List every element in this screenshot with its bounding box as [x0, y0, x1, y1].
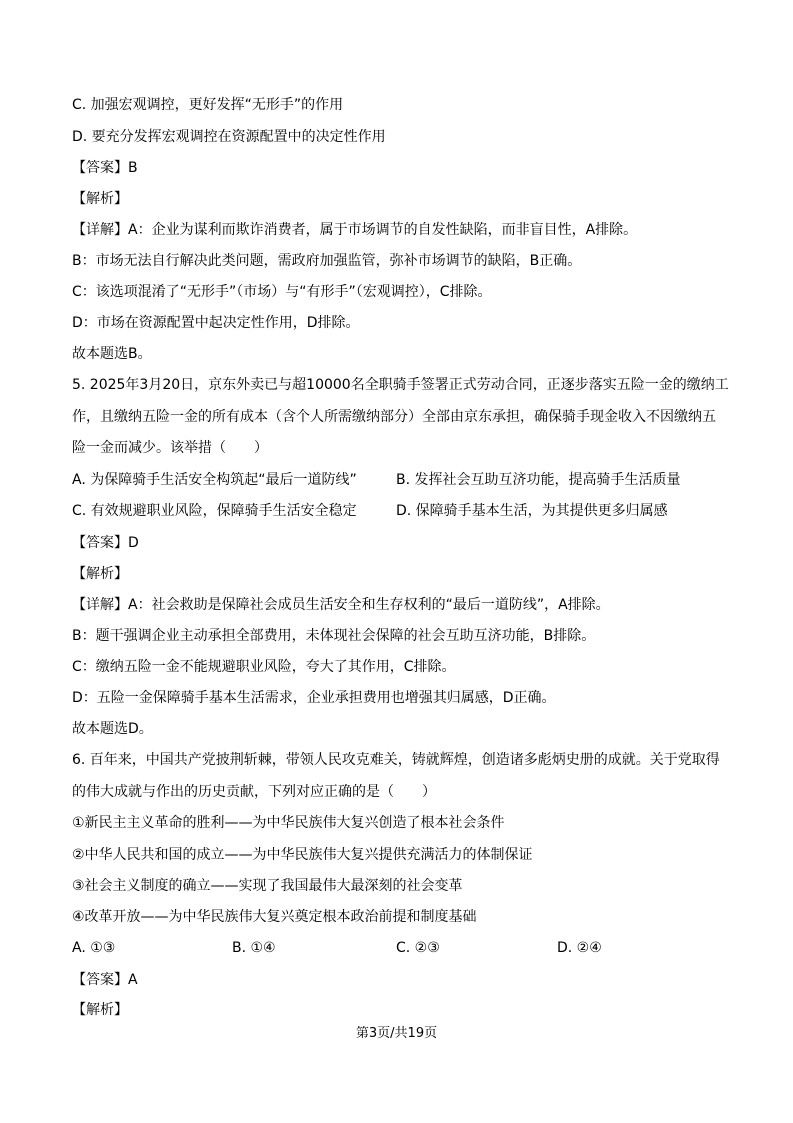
q6-item-2: ②中华人民共和国的成立——为中华民族伟大复兴提供充满活力的体制保证 [72, 847, 533, 863]
q6-item-3: ③社会主义制度的确立——实现了我国最伟大最深刻的社会变革 [72, 878, 463, 894]
q5-stem-line-3: 险一金而减少。该举措（ ） [72, 440, 268, 456]
q4-option-c: C. 加强宏观调控，更好发挥“无形手”的作用 [72, 97, 344, 113]
q5-analysis-label: 【解析】 [72, 566, 128, 582]
q4-analysis-label: 【解析】 [72, 191, 128, 207]
q5-option-d: D. 保障骑手基本生活，为其提供更多归属感 [396, 503, 668, 519]
page-number: 第3页/共19页 [355, 1026, 438, 1041]
q6-option-d: D. ②④ [557, 940, 602, 956]
q4-answer: 【答案】B [72, 160, 138, 176]
q5-detail-c: C：缴纳五险一金不能规避职业风险，夸大了其作用，C排除。 [72, 659, 456, 675]
q4-detail-c: C：该选项混淆了“无形手”（市场）与“有形手”（宏观调控），C排除。 [72, 284, 492, 300]
q5-detail-a: 【详解】A：社会救助是保障社会成员生活安全和生存权利的“最后一道防线”，A排除。 [72, 597, 610, 613]
q5-stem-line-2: 作，且缴纳五险一金的所有成本（含个人所需缴纳部分）全部由京东承担，确保骑手现金收入不因缴纳五 [72, 409, 716, 425]
q6-option-c: C. ②③ [396, 940, 440, 956]
q5-detail-b: B：题干强调企业主动承担全部费用，未体现社会保障的社会互助互济功能，B排除。 [72, 628, 596, 644]
q4-detail-b: B：市场无法自行解决此类问题，需政府加强监管，弥补市场调节的缺陷，B正确。 [72, 253, 582, 269]
q6-option-b: B. ①④ [232, 940, 276, 956]
q6-option-a: A. ①③ [72, 940, 116, 956]
q5-option-a: A. 为保障骑手生活安全构筑起“最后一道防线” [72, 472, 357, 488]
q6-analysis-label: 【解析】 [72, 1002, 128, 1018]
q4-detail-a: 【详解】A：企业为谋利而欺诈消费者，属于市场调节的自发性缺陷，而非盲目性，A排除。 [72, 222, 638, 238]
q5-stem-line-1: 5. 2025年3月20日，京东外卖已与超10000名全职骑手签署正式劳动合同，正逐步落实五险一金的缴纳工 [72, 377, 729, 393]
q6-stem-line-2: 的伟大成就与作出的历史贡献，下列对应正确的是（ ） [72, 784, 436, 800]
q6-item-1: ①新民主主义革命的胜利——为中华民族伟大复兴创造了根本社会条件 [72, 815, 505, 831]
q5-detail-d: D：五险一金保障骑手基本生活需求，企业承担费用也增强其归属感，D正确。 [72, 690, 556, 706]
q5-option-b: B. 发挥社会互助互济功能，提高骑手生活质量 [396, 472, 681, 488]
q5-conclusion: 故本题选D。 [72, 721, 153, 737]
q4-option-d: D. 要充分发挥宏观调控在资源配置中的决定性作用 [72, 129, 386, 145]
q6-item-4: ④改革开放——为中华民族伟大复兴奠定根本政治前提和制度基础 [72, 909, 477, 925]
q6-answer: 【答案】A [72, 972, 138, 988]
q4-detail-d: D：市场在资源配置中起决定性作用，D排除。 [72, 315, 360, 331]
q5-option-c: C. 有效规避职业风险，保障骑手生活安全稳定 [72, 503, 357, 519]
q5-answer: 【答案】D [72, 535, 139, 551]
q4-conclusion: 故本题选B。 [72, 346, 152, 362]
q6-stem-line-1: 6. 百年来，中国共产党披荆斩棘，带领人民攻克难关，铸就辉煌，创造诸多彪炳史册的成就。关于党取得 [72, 752, 720, 768]
